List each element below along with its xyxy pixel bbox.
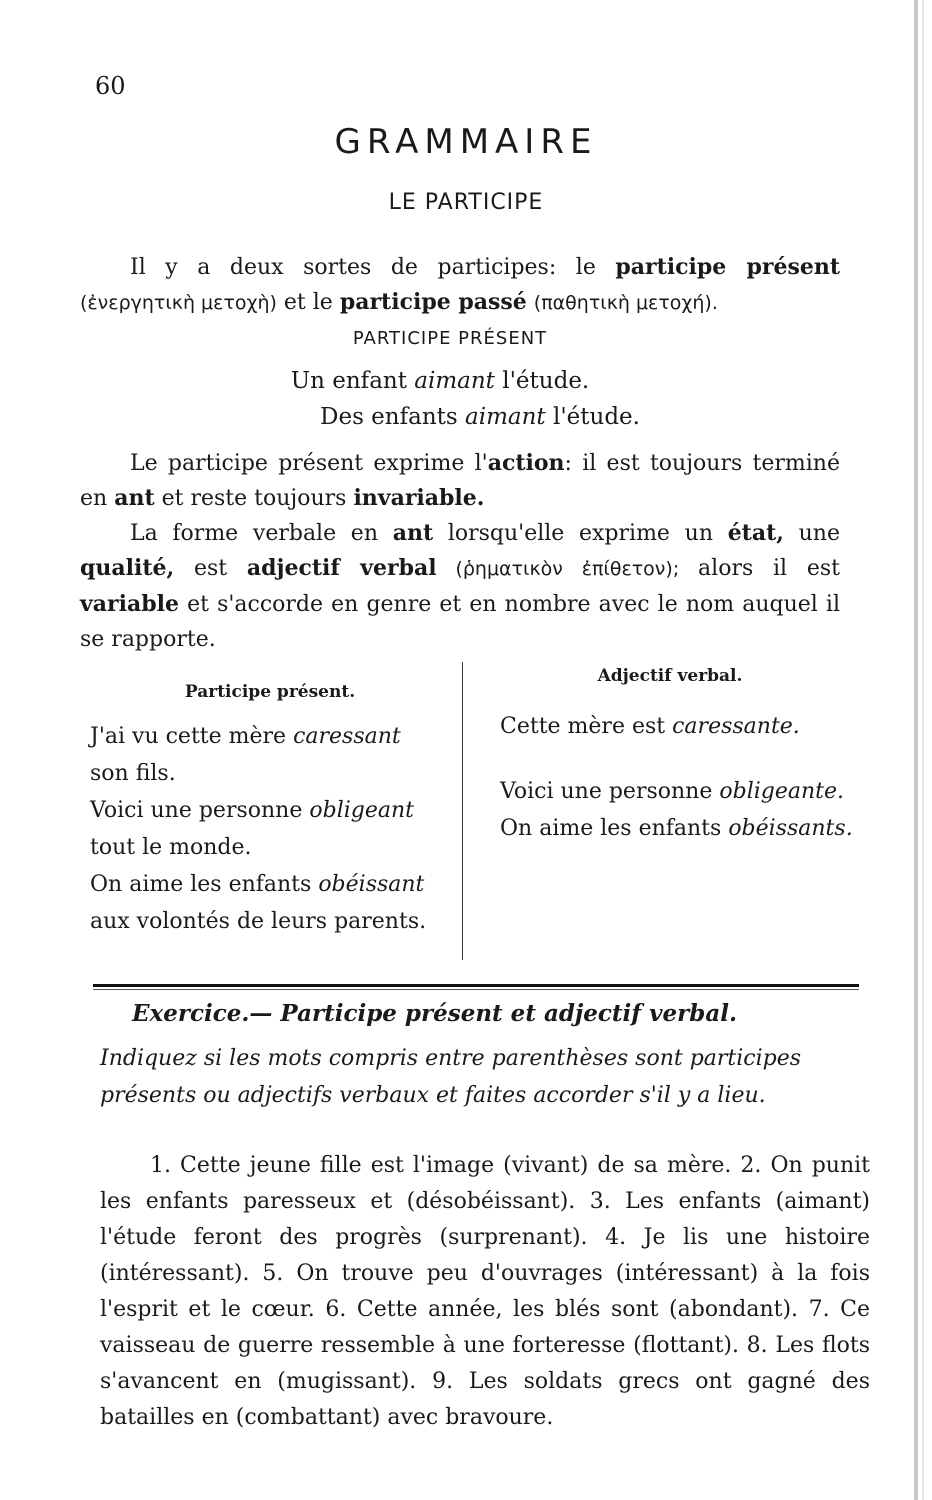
right-sentence-3 [500, 810, 855, 847]
left-s1-text: J'ai vu cette mère [90, 724, 294, 749]
rule2-text-2: lorsqu'elle exprime un [433, 521, 728, 546]
right-s1-text: Cette mère est [500, 714, 673, 739]
page-title: GRAMMAIRE [334, 122, 598, 162]
rule2-bold-variable: variable [80, 591, 179, 617]
left-sentence-1 [90, 718, 442, 792]
rule1-bold-ant: ant [114, 485, 155, 511]
example-1-end: l'étude. [494, 368, 590, 394]
example-2-italic: aimant [465, 404, 546, 430]
right-s2-text: Voici une personne [500, 779, 720, 804]
rule1-text-3: et reste toujours [154, 486, 354, 511]
example-2-text: Des enfants [320, 404, 466, 430]
right-column [500, 708, 855, 847]
right-s2-italic: obligeante. [719, 779, 845, 804]
intro-greek-active: (ἐνεργητικὴ μετοχὴ) [80, 292, 277, 314]
rule2-greek: (ῥηματικὸν ἐπίθετον); [436, 558, 699, 580]
example-1-italic: aimant [414, 368, 495, 394]
left-column [90, 718, 442, 940]
chapter-subtitle: LE PARTICIPE [388, 190, 544, 215]
left-s2-end: tout le monde. [90, 835, 252, 860]
left-s3-end: aux volontés de leurs parents. [90, 909, 427, 934]
rule2-text-3: une [783, 521, 840, 546]
rule2-text-5: alors il est [698, 556, 841, 581]
exercise-sentences: 1. Cette jeune fille est l'image (vivant) de sa mère. 2. On punit les enfants paresseux et (désobéissant). 3. Les enfants (aimant) l'étude feront des progrès (surprenant). 4. Je lis une histoire (intéressant). 5. On trouve peu d'ouvrages (intéressant) à la fois l'esprit et le cœur. 6. Cette année, les blés sont (abondant). 7. Ce vaisseau de guerre ressemble à une forteresse (flottant). 8. Les flots s'avancent en (mugissant). 9. Les soldats grecs ont gagné des batailles en (combattant) avec bravoure. [100, 1153, 870, 1430]
left-s1-italic: caressant [293, 724, 401, 749]
example-2-end: l'étude. [545, 404, 640, 430]
left-column-heading: Participe présent. [184, 682, 356, 702]
exercise-instruction: Indiquez si les mots compris entre parenthèses sont participes présents ou adjectifs verbaux et faites accorder s'il y a lieu. [100, 1046, 802, 1108]
right-s1-italic: caressante. [672, 714, 800, 739]
example-line-2 [0, 404, 920, 430]
rule2-bold-ant: ant [392, 520, 434, 546]
rule2-bold-etat: état, [727, 520, 784, 546]
section-rule-thin [93, 989, 859, 990]
section-rule [93, 984, 859, 987]
left-s2-text: Voici une personne [90, 798, 310, 823]
page-gutter-edge [922, 0, 924, 1500]
column-divider [462, 662, 463, 960]
left-sentence-2 [90, 792, 442, 866]
right-column-heading: Adjectif verbal. [597, 666, 743, 686]
intro-bold-past: participe passé [339, 289, 527, 315]
rule1-bold-action: action [487, 450, 565, 476]
right-sentence-1 [500, 708, 855, 745]
exercise-title: Exercice.— Participe présent et adjectif verbal. [132, 1000, 737, 1027]
left-sentence-3 [90, 866, 442, 940]
left-s3-text: On aime les enfants [90, 872, 319, 897]
rule1-text-2: : il est toujours terminé en [80, 451, 840, 511]
example-1-text: Un enfant [290, 368, 415, 394]
rule-paragraph-1 [80, 446, 840, 516]
intro-text-2: et le [276, 290, 340, 315]
example-line-1 [0, 368, 880, 394]
intro-greek-passive: (παθητικὴ μετοχή). [533, 292, 718, 314]
intro-text: Il y a deux sortes de participes: le [130, 255, 616, 280]
rule1-text: Le participe présent exprime l' [130, 451, 488, 476]
rule2-text-4: est [174, 556, 247, 581]
page-gutter [914, 0, 918, 1500]
left-s3-italic: obéissant [318, 872, 425, 897]
rule1-bold-invariable: invariable. [353, 485, 485, 511]
right-s3-italic: obéissants. [728, 816, 853, 841]
intro-paragraph [80, 250, 840, 321]
right-sentence-2 [500, 773, 855, 810]
rule-paragraph-2 [80, 516, 840, 657]
page-number: 60 [95, 72, 126, 100]
right-s3-text: On aime les enfants [500, 816, 729, 841]
section-heading: PARTICIPE PRÉSENT [352, 328, 548, 349]
left-s1-end: son fils. [90, 761, 176, 786]
rule2-text: La forme verbale en [130, 521, 393, 546]
rule2-text-6: et s'accorde en genre et en nombre avec le nom auquel il se rapporte. [80, 592, 840, 652]
rule2-bold-qualite: qualité, [80, 555, 175, 581]
intro-bold-present: participe présent [615, 254, 840, 280]
left-s2-italic: obligeant [309, 798, 414, 823]
rule2-bold-adjectif: adjectif verbal [246, 555, 437, 581]
